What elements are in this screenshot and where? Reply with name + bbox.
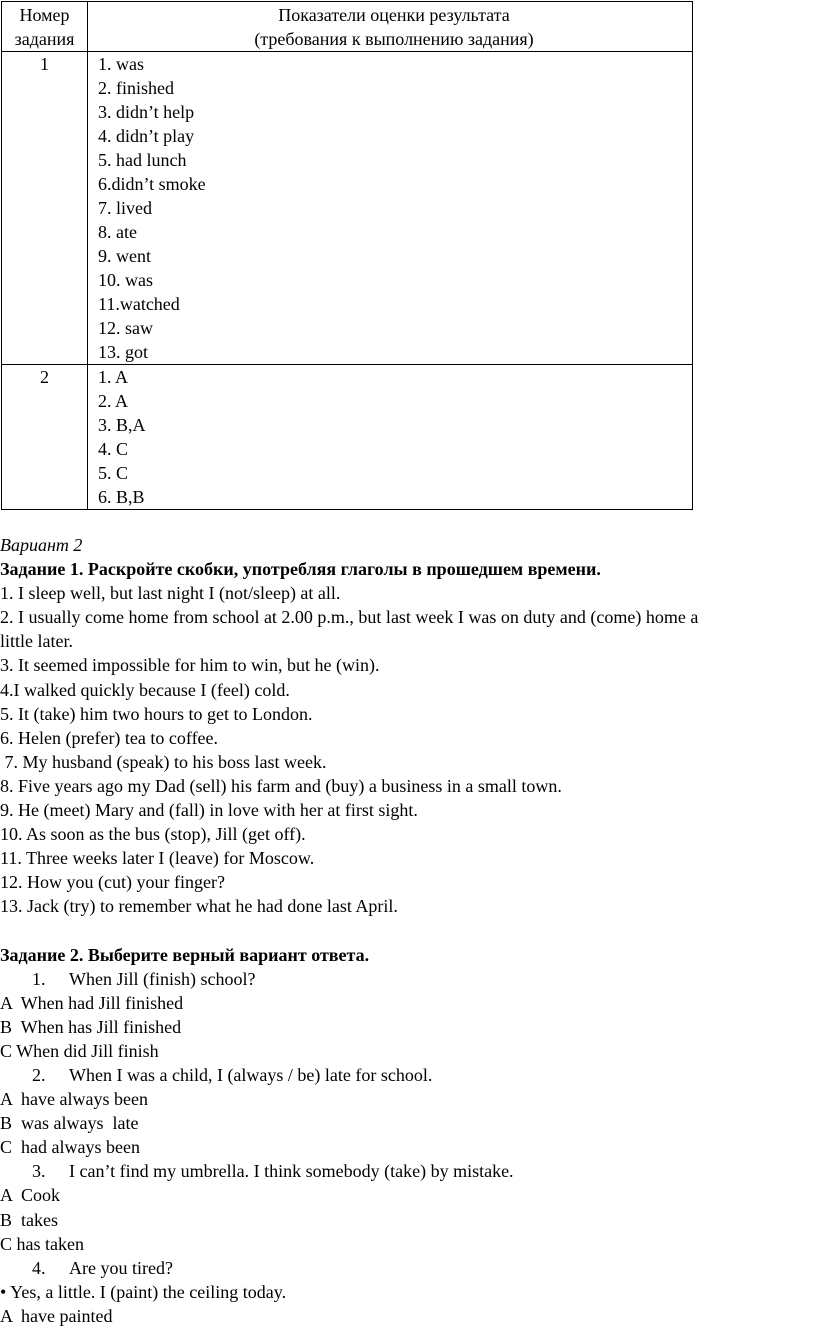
answer-item: 2. A xyxy=(98,391,129,411)
task1-line: 6. Helen (prefer) tea to coffee. xyxy=(0,727,219,748)
header-line: Номер xyxy=(19,5,70,25)
header-task-number xyxy=(2,2,88,52)
answer-option: A have painted xyxy=(0,1305,113,1326)
answer-option: A When had Jill finished xyxy=(0,992,184,1013)
answer-item: 1. was xyxy=(98,54,144,74)
answer-item: 3. didn’t help xyxy=(98,102,195,122)
answer-option: C When did Jill finish xyxy=(0,1040,159,1061)
answers-cell xyxy=(88,52,693,365)
answer-item: 8. ate xyxy=(98,222,137,242)
task1-line: 3. It seemed impossible for him to win, but he (win). xyxy=(0,655,380,676)
answer-option: C has taken xyxy=(0,1233,84,1254)
task1-line: little later. xyxy=(0,631,73,652)
answer-item: 3. B,A xyxy=(98,415,146,435)
answer-item: 5. had lunch xyxy=(98,150,187,170)
answer-item: 11.watched xyxy=(98,294,180,314)
table-header-row xyxy=(2,2,693,52)
task1-line: 13. Jack (try) to remember what he had done last April. xyxy=(0,896,398,917)
answers-cell xyxy=(88,365,693,510)
answer-item: 4. didn’t play xyxy=(98,126,195,146)
question-text: Are you tired? xyxy=(69,1257,173,1278)
question xyxy=(0,1159,816,1183)
question-text: When I was a child, I (always / be) late for school. xyxy=(69,1064,433,1085)
task1-line: 1. I sleep well, but last night I (not/sleep) at all. xyxy=(0,583,341,604)
answer-option: B When has Jill finished xyxy=(0,1016,182,1037)
answer-option: • Yes, a little. I (paint) the ceiling today. xyxy=(0,1281,287,1302)
header-criteria xyxy=(88,2,693,52)
task1-line: 7. My husband (speak) to his boss last week. xyxy=(0,751,327,772)
answer-key-table xyxy=(1,1,693,510)
answer-item: 13. got xyxy=(98,342,149,362)
question xyxy=(0,967,816,991)
header-line: задания xyxy=(14,29,75,49)
task1-line: 2. I usually come home from school at 2.00 p.m., but last week I was on duty and (come) home a xyxy=(0,607,699,628)
answer-item: 7. lived xyxy=(98,198,152,218)
task1-line: 4.I walked quickly because I (feel) cold. xyxy=(0,679,290,700)
question-number: 3. xyxy=(32,1161,46,1182)
task1-heading: Задание 1. Раскройте скобки, употребляя глаголы в прошедшем времени. xyxy=(0,559,601,580)
answer-item: 1. A xyxy=(98,367,129,387)
answer-item: 5. C xyxy=(98,463,129,483)
table-row xyxy=(2,365,693,510)
question-text: When Jill (finish) school? xyxy=(69,968,256,989)
task1-line: 12. How you (cut) your finger? xyxy=(0,872,225,893)
task1-line: 11. Three weeks later I (leave) for Moscow. xyxy=(0,848,315,869)
variant-title: Вариант 2 xyxy=(0,535,83,555)
variant-section xyxy=(0,533,816,1328)
task1-line: 10. As soon as the bus (stop), Jill (get off). xyxy=(0,824,306,845)
question xyxy=(0,1256,816,1280)
answer-option: B takes xyxy=(0,1209,58,1230)
answer-item: 6. B,B xyxy=(98,487,145,507)
question-number: 2. xyxy=(32,1064,46,1085)
task1-line: 9. He (meet) Mary and (fall) in love with her at first sight. xyxy=(0,800,418,821)
answer-item: 9. went xyxy=(98,246,151,266)
blank-line xyxy=(0,919,816,943)
question xyxy=(0,1063,816,1087)
task2-heading: Задание 2. Выберите верный вариант ответа. xyxy=(0,944,370,965)
answer-item: 4. C xyxy=(98,439,129,459)
answer-item: 10. was xyxy=(98,270,153,290)
answer-item: 6.didn’t smoke xyxy=(98,174,206,194)
answer-item: 12. saw xyxy=(98,318,153,338)
table-row xyxy=(2,52,693,365)
answer-option: A have always been xyxy=(0,1089,148,1110)
header-line: (требования к выполнению задания) xyxy=(254,29,534,49)
task1-line: 8. Five years ago my Dad (sell) his farm and (buy) a business in a small town. xyxy=(0,775,562,796)
answer-option: B was always late xyxy=(0,1113,139,1134)
answer-option: A Cook xyxy=(0,1185,61,1206)
task-number-cell: 2 xyxy=(2,365,88,510)
header-line: Показатели оценки результата xyxy=(278,5,510,25)
question-text: I can’t find my umbrella. I think somebody (take) by mistake. xyxy=(69,1161,514,1182)
task-number-cell: 1 xyxy=(2,52,88,365)
answer-item: 2. finished xyxy=(98,78,174,98)
question-number: 4. xyxy=(32,1257,46,1278)
answer-option: C had always been xyxy=(0,1137,140,1158)
task1-line: 5. It (take) him two hours to get to London. xyxy=(0,703,313,724)
question-number: 1. xyxy=(32,968,46,989)
